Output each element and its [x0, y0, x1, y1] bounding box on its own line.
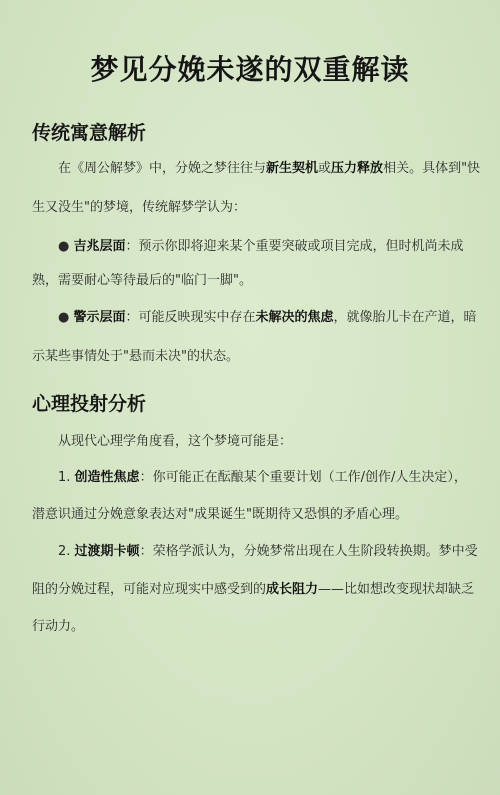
text-span: ——比如想改变现状却缺乏 [318, 582, 475, 597]
list-item-auspicious [58, 235, 464, 254]
bold-text: 压力释放 [331, 161, 384, 176]
page-title: 梦见分娩未遂的双重解读 [90, 53, 410, 86]
bold-text: 新生契机 [266, 161, 319, 176]
item-text: ：预示你即将迎来某个重要突破或项目完成，但时机尚未成 [125, 239, 464, 254]
item-text: ：荣格学派认为，分娩梦常出现在人生阶段转换期。梦中受 [139, 544, 478, 559]
item-number: 2. [58, 544, 71, 559]
bullet-icon: ● [58, 239, 70, 254]
text-span: 或 [318, 161, 332, 176]
text-span: 阻的分娩过程，可能对应现实中感受到的 [32, 582, 267, 597]
list-item-creative-anxiety [58, 466, 467, 485]
list-item-transition [58, 540, 478, 559]
item-number: 1. [58, 470, 71, 485]
item-text: ：你可能正在酝酿某个重要计划（工作/创作/人生决定）， [139, 470, 467, 485]
section-heading-traditional: 传统寓意解析 [32, 122, 147, 144]
text-span: 在《周公解梦》中，分娩之梦往往与 [58, 161, 267, 176]
list-item-warning [58, 306, 477, 325]
paragraph-line [32, 578, 474, 597]
item-text: ，就像胎儿卡在产道，暗 [333, 310, 477, 325]
bold-text: 未解决的焦虑 [255, 310, 334, 325]
item-label: 创造性焦虑 [74, 470, 140, 485]
section-heading-psychological: 心理投射分析 [32, 393, 147, 415]
paragraph-line: 生又没生"的梦境，传统解梦学认为： [32, 200, 246, 215]
item-label: 吉兆层面 [73, 239, 126, 254]
bullet-icon: ● [58, 310, 70, 325]
item-text: ：可能反映现实中存在 [125, 310, 256, 325]
item-label: 过渡期卡顿 [74, 544, 140, 559]
item-label: 警示层面 [73, 310, 126, 325]
bold-text: 成长阻力 [266, 582, 319, 597]
paragraph-line: 示某些事情处于"悬而未决"的状态。 [32, 349, 239, 364]
paragraph-line: 行动力。 [32, 619, 85, 634]
paragraph-line: 熟，需要耐心等待最后的"临门一脚"。 [32, 273, 252, 288]
paragraph-line: 从现代心理学角度看，这个梦境可能是： [58, 434, 293, 449]
text-span: 相关。具体到"快 [383, 161, 481, 176]
paragraph-line: 潜意识通过分娩意象表达对"成果诞生"既期待又恐惧的矛盾心理。 [32, 507, 408, 522]
paragraph-line [58, 157, 480, 176]
